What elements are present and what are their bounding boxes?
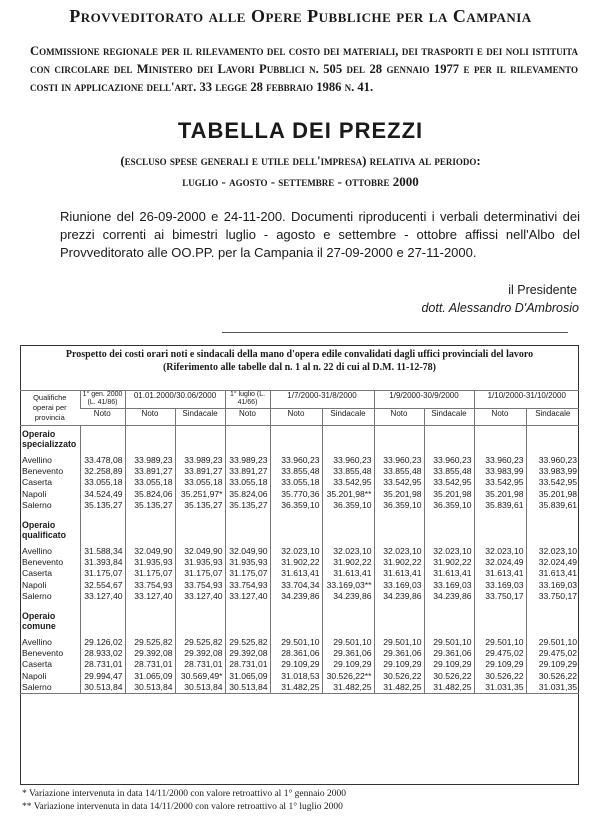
value-cell: 31.902,22 bbox=[270, 557, 322, 568]
value-cell: 33.704,34 bbox=[270, 580, 322, 591]
value-cell: 32.023,10 bbox=[526, 546, 579, 557]
province-cell: Salerno bbox=[22, 499, 52, 510]
province-cell: Napoli bbox=[22, 488, 47, 499]
province-cell: Avellino bbox=[22, 455, 52, 465]
value-cell: 35.201,98 bbox=[424, 489, 474, 500]
value-cell: 33.542,95 bbox=[526, 477, 579, 488]
value-cell: 35.839,61 bbox=[526, 500, 579, 511]
value-cell: 36.359,10 bbox=[374, 500, 424, 511]
value-cell: 33.891,27 bbox=[175, 466, 225, 477]
empty-cell bbox=[225, 608, 270, 631]
value-cell: 31.175,07 bbox=[175, 568, 225, 579]
value-cell: 31.613,41 bbox=[322, 568, 374, 579]
province-cell: Napoli bbox=[22, 579, 47, 590]
empty-cell bbox=[125, 426, 175, 450]
section-header-row bbox=[20, 517, 579, 540]
value-cell: 28.361,06 bbox=[270, 648, 322, 659]
province-cell: Benevento bbox=[22, 648, 64, 659]
value-cell: 33.960,23 bbox=[374, 455, 424, 466]
empty-cell bbox=[270, 426, 322, 450]
empty-cell bbox=[424, 426, 474, 450]
value-cell: 29.109,29 bbox=[270, 659, 322, 670]
value-cell: 30.513,84 bbox=[225, 682, 270, 694]
value-cell: 33.055,18 bbox=[225, 477, 270, 488]
empty-cell bbox=[474, 426, 526, 450]
value-cell: 34.524,49 bbox=[80, 489, 125, 500]
value-cell: 32.023,10 bbox=[270, 546, 322, 557]
value-cell: 34.239,86 bbox=[424, 591, 474, 602]
value-cell: 30.526,22 bbox=[424, 671, 474, 682]
commission-description: Commissione regionale per il rilevamento del costo dei materiali, dei trasporti e dei noli istituita con circolare del Ministero dei Lavori Pubblici n. 505 del 28 gennaio 1977 e per il rilevamento costi in applicazione dell'art. 33 legge 28 febbraio 1986 n. 41. bbox=[30, 44, 578, 94]
value-cell: 28.731,01 bbox=[125, 659, 175, 670]
province-cell: Avellino bbox=[22, 637, 52, 648]
value-cell: 32.023,10 bbox=[374, 546, 424, 557]
value-cell: 31.613,41 bbox=[424, 568, 474, 579]
value-cell: 33.169,03 bbox=[526, 580, 579, 591]
section-label: Operaio specializzato bbox=[22, 429, 77, 449]
value-cell: 35.201,98** bbox=[322, 489, 374, 500]
sub-header-noto: Noto bbox=[374, 409, 424, 426]
value-cell: 29.501,10 bbox=[526, 637, 579, 648]
value-cell: 35.251,97* bbox=[175, 489, 225, 500]
value-cell: 29.475,02 bbox=[474, 648, 526, 659]
value-cell: 31.613,41 bbox=[474, 568, 526, 579]
value-cell: 31.935,93 bbox=[125, 557, 175, 568]
group-header-4: 1/7/2000-31/8/2000 bbox=[270, 391, 374, 409]
empty-cell bbox=[270, 517, 322, 540]
value-cell: 33.989,23 bbox=[175, 455, 225, 466]
empty-cell bbox=[474, 608, 526, 631]
table-row bbox=[20, 671, 579, 682]
value-cell: 31.613,41 bbox=[526, 568, 579, 579]
value-cell: 29.109,29 bbox=[474, 659, 526, 670]
value-cell: 33.127,40 bbox=[225, 591, 270, 602]
value-cell: 32.049,90 bbox=[225, 546, 270, 557]
value-cell: 29.994,47 bbox=[80, 671, 125, 682]
value-cell: 34.239,86 bbox=[374, 591, 424, 602]
value-cell: 29.126,02 bbox=[80, 637, 125, 648]
empty-cell bbox=[374, 426, 424, 450]
value-cell: 33.960,23 bbox=[526, 455, 579, 466]
value-cell: 33.478,08 bbox=[80, 455, 125, 466]
value-cell: 35.135,27 bbox=[225, 500, 270, 511]
value-cell: 31.613,41 bbox=[374, 568, 424, 579]
value-cell: 30.526,22 bbox=[374, 671, 424, 682]
value-cell: 28.731,01 bbox=[225, 659, 270, 670]
value-cell: 33.855,48 bbox=[270, 466, 322, 477]
empty-cell bbox=[526, 517, 579, 540]
value-cell: 31.175,07 bbox=[225, 568, 270, 579]
table-row bbox=[20, 580, 579, 591]
value-cell: 33.169,03 bbox=[374, 580, 424, 591]
value-cell: 33.127,40 bbox=[175, 591, 225, 602]
sub-header-noto: Noto bbox=[80, 409, 125, 426]
empty-cell bbox=[374, 608, 424, 631]
value-cell: 29.525,82 bbox=[125, 637, 175, 648]
value-cell: 33.169,03 bbox=[424, 580, 474, 591]
empty-cell bbox=[424, 517, 474, 540]
labour-cost-table bbox=[20, 390, 579, 694]
value-cell: 31.175,07 bbox=[125, 568, 175, 579]
value-cell: 33.754,93 bbox=[225, 580, 270, 591]
empty-cell bbox=[270, 608, 322, 631]
value-cell: 31.482,25 bbox=[270, 682, 322, 694]
sub-header-sindacale: Sindacale bbox=[175, 409, 225, 426]
sub-header-sindacale: Sindacale bbox=[526, 409, 579, 426]
table-row bbox=[20, 568, 579, 579]
value-cell: 33.750,17 bbox=[526, 591, 579, 602]
table-row bbox=[20, 489, 579, 500]
value-cell: 28.731,01 bbox=[175, 659, 225, 670]
table-row bbox=[20, 591, 579, 602]
province-cell: Salerno bbox=[20, 682, 80, 694]
meeting-paragraph: Riunione del 26-09-2000 e 24-11-200. Documenti riproducenti i verbali determinativi dei prezzi correnti ai bimestri luglio - agosto e settembre - ottobre affissi nell'Albo del Provveditorato alle OO.PP. per la Campania il 27-09-2000 e 27-11-2000. bbox=[60, 209, 580, 260]
value-cell: 33.127,40 bbox=[80, 591, 125, 602]
value-cell: 31.175,07 bbox=[80, 568, 125, 579]
empty-cell bbox=[175, 517, 225, 540]
value-cell: 29.501,10 bbox=[474, 637, 526, 648]
value-cell: 33.891,27 bbox=[225, 466, 270, 477]
sub-header-noto: Noto bbox=[270, 409, 322, 426]
value-cell: 36.359,10 bbox=[322, 500, 374, 511]
sub-header-sindacale: Sindacale bbox=[322, 409, 374, 426]
value-cell: 35.824,06 bbox=[225, 489, 270, 500]
section-label: Operaio comune bbox=[22, 611, 56, 632]
section-label: Operaio qualificato bbox=[22, 520, 66, 541]
value-cell: 31.902,22 bbox=[322, 557, 374, 568]
value-cell: 33.754,93 bbox=[175, 580, 225, 591]
table-row bbox=[20, 659, 579, 670]
table-row bbox=[20, 466, 579, 477]
value-cell: 32.049,90 bbox=[125, 546, 175, 557]
sub-header-noto: Noto bbox=[125, 409, 175, 426]
value-cell: 30.513,84 bbox=[80, 682, 125, 694]
value-cell: 31.031,35 bbox=[474, 682, 526, 694]
value-cell: 29.501,10 bbox=[322, 637, 374, 648]
value-cell: 30.513,84 bbox=[125, 682, 175, 694]
value-cell: 29.109,29 bbox=[526, 659, 579, 670]
table-row bbox=[20, 648, 579, 659]
province-cell: Caserta bbox=[22, 477, 53, 488]
group-header-6: 1/10/2000-31/10/2000 bbox=[474, 391, 579, 409]
province-cell: Benevento bbox=[22, 466, 64, 477]
value-cell: 29.525,82 bbox=[175, 637, 225, 648]
table-row bbox=[20, 546, 579, 557]
value-cell: 31.935,93 bbox=[175, 557, 225, 568]
value-cell: 29.501,10 bbox=[424, 637, 474, 648]
empty-cell bbox=[374, 517, 424, 540]
page-title: Provveditorato alle Opere Pubbliche per la Campania bbox=[69, 6, 532, 26]
value-cell: 31.065,09 bbox=[125, 671, 175, 682]
sub-header-noto: Noto bbox=[225, 409, 270, 426]
value-cell: 33.127,40 bbox=[125, 591, 175, 602]
value-cell: 33.983,99 bbox=[474, 466, 526, 477]
value-cell: 36.359,10 bbox=[424, 500, 474, 511]
province-cell: Avellino bbox=[22, 546, 52, 557]
value-cell: 35.770,36 bbox=[270, 489, 322, 500]
table-caption: Prospetto dei costi orari noti e sindacali della mano d'opera edile convalidati dagli uffici provinciali del lavoro bbox=[65, 349, 534, 360]
value-cell: 29.392,08 bbox=[175, 648, 225, 659]
value-cell: 32.023,10 bbox=[474, 546, 526, 557]
value-cell: 30.513,84 bbox=[175, 682, 225, 694]
value-cell: 29.361,06 bbox=[374, 648, 424, 659]
value-cell: 33.542,95 bbox=[374, 477, 424, 488]
value-cell: 33.542,95 bbox=[424, 477, 474, 488]
footnote-1: * Variazione intervenuta in data 14/11/2000 con valore retroattivo al 1° gennaio 2000 bbox=[22, 789, 347, 799]
exclusion-note: (escluso spese generali e utile dell'impresa) relativa al periodo: bbox=[120, 153, 481, 168]
value-cell: 31.482,25 bbox=[374, 682, 424, 694]
group-header-1: 1° gen. 2000 (L. 41/86) bbox=[80, 391, 125, 409]
value-cell: 36.359,10 bbox=[270, 500, 322, 511]
period-label: luglio - agosto - settembre - ottobre 2000 bbox=[182, 174, 419, 189]
value-cell: 33.960,23 bbox=[474, 455, 526, 466]
value-cell: 31.613,41 bbox=[270, 568, 322, 579]
table-row bbox=[20, 500, 579, 511]
value-cell: 32.258,89 bbox=[80, 466, 125, 477]
value-cell: 35.135,27 bbox=[125, 500, 175, 511]
empty-cell bbox=[175, 426, 225, 450]
value-cell: 33.055,18 bbox=[125, 477, 175, 488]
section-header-row bbox=[20, 608, 579, 631]
empty-cell bbox=[474, 517, 526, 540]
value-cell: 30.526,22 bbox=[474, 671, 526, 682]
value-cell: 33.855,48 bbox=[322, 466, 374, 477]
empty-cell bbox=[80, 608, 125, 631]
value-cell: 31.935,93 bbox=[225, 557, 270, 568]
province-cell: Salerno bbox=[22, 590, 52, 601]
value-cell: 28.731,01 bbox=[80, 659, 125, 670]
province-cell: Caserta bbox=[22, 659, 53, 670]
value-cell: 33.055,18 bbox=[80, 477, 125, 488]
value-cell: 29.392,08 bbox=[125, 648, 175, 659]
province-cell: Caserta bbox=[22, 568, 53, 579]
divider bbox=[222, 332, 568, 333]
table-row bbox=[20, 682, 579, 694]
footnote-2: ** Variazione intervenuta in data 14/11/2000 con valore retroattivo al 1° luglio 2000 bbox=[22, 802, 343, 812]
value-cell: 29.501,10 bbox=[374, 637, 424, 648]
value-cell: 32.024,49 bbox=[474, 557, 526, 568]
value-cell: 33.989,23 bbox=[125, 455, 175, 466]
value-cell: 29.392,08 bbox=[225, 648, 270, 659]
value-cell: 31.482,25 bbox=[424, 682, 474, 694]
value-cell: 35.201,98 bbox=[474, 489, 526, 500]
value-cell: 34.239,86 bbox=[270, 591, 322, 602]
value-cell: 31.065,09 bbox=[225, 671, 270, 682]
value-cell: 31.902,22 bbox=[424, 557, 474, 568]
value-cell: 35.201,98 bbox=[374, 489, 424, 500]
value-cell: 29.109,29 bbox=[322, 659, 374, 670]
empty-cell bbox=[322, 426, 374, 450]
value-cell: 32.023,10 bbox=[424, 546, 474, 557]
value-cell: 29.361,06 bbox=[322, 648, 374, 659]
president-name: dott. Alessandro D'Ambrosio bbox=[421, 301, 579, 315]
value-cell: 33.983,99 bbox=[526, 466, 579, 477]
empty-cell bbox=[175, 608, 225, 631]
empty-cell bbox=[322, 608, 374, 631]
empty-cell bbox=[80, 517, 125, 540]
empty-cell bbox=[424, 608, 474, 631]
value-cell: 33.542,95 bbox=[322, 477, 374, 488]
president-role: il Presidente bbox=[508, 283, 577, 297]
empty-cell bbox=[322, 517, 374, 540]
value-cell: 29.475,02 bbox=[526, 648, 579, 659]
value-cell: 29.361,06 bbox=[424, 648, 474, 659]
value-cell: 30.526,22 bbox=[526, 671, 579, 682]
value-cell: 32.024,49 bbox=[526, 557, 579, 568]
value-cell: 35.839,61 bbox=[474, 500, 526, 511]
sub-header-noto: Noto bbox=[474, 409, 526, 426]
value-cell: 33.055,18 bbox=[270, 477, 322, 488]
province-cell: Benevento bbox=[22, 557, 64, 568]
value-cell: 28.933,02 bbox=[80, 648, 125, 659]
empty-cell bbox=[80, 426, 125, 450]
empty-cell bbox=[526, 608, 579, 631]
group-header-3: 1° luglio (L. 41/66) bbox=[225, 391, 270, 409]
value-cell: 33.960,23 bbox=[270, 455, 322, 466]
value-cell: 31.393,84 bbox=[80, 557, 125, 568]
table-reference: (Riferimento alle tabelle dal n. 1 al n. 22 di cui al D.M. 11-12-78) bbox=[162, 362, 437, 373]
group-header-2: 01.01.2000/30.06/2000 bbox=[125, 391, 225, 409]
value-cell: 33.542,95 bbox=[474, 477, 526, 488]
value-cell: 31.588,34 bbox=[80, 546, 125, 557]
value-cell: 33.055,18 bbox=[175, 477, 225, 488]
value-cell: 35.824,06 bbox=[125, 489, 175, 500]
empty-cell bbox=[225, 517, 270, 540]
empty-cell bbox=[225, 426, 270, 450]
value-cell: 32.023,10 bbox=[322, 546, 374, 557]
value-cell: 29.525,82 bbox=[225, 637, 270, 648]
value-cell: 33.750,17 bbox=[474, 591, 526, 602]
value-cell: 31.018,53 bbox=[270, 671, 322, 682]
value-cell: 33.169,03 bbox=[474, 580, 526, 591]
value-cell: 33.169,03** bbox=[322, 580, 374, 591]
value-cell: 35.201,98 bbox=[526, 489, 579, 500]
section-header-row bbox=[20, 426, 579, 450]
value-cell: 35.135,27 bbox=[80, 500, 125, 511]
value-cell: 35.135,27 bbox=[175, 500, 225, 511]
group-header-5: 1/9/2000-30/9/2000 bbox=[374, 391, 474, 409]
value-cell: 29.109,29 bbox=[424, 659, 474, 670]
value-cell: 30.526,22** bbox=[322, 671, 374, 682]
price-table-title: TABELLA DEI PREZZI bbox=[177, 118, 424, 143]
table-row bbox=[20, 455, 579, 466]
empty-cell bbox=[125, 517, 175, 540]
value-cell: 32.554,67 bbox=[80, 580, 125, 591]
corner-header: Qualifiche operai per provincia bbox=[20, 391, 80, 426]
value-cell: 31.482,25 bbox=[322, 682, 374, 694]
sub-header-sindacale: Sindacale bbox=[424, 409, 474, 426]
province-cell: Napoli bbox=[22, 670, 47, 681]
table-row bbox=[20, 637, 579, 648]
table-row bbox=[20, 477, 579, 488]
table-row bbox=[20, 557, 579, 568]
value-cell: 33.855,48 bbox=[424, 466, 474, 477]
value-cell: 33.960,23 bbox=[322, 455, 374, 466]
value-cell: 32.049,90 bbox=[175, 546, 225, 557]
value-cell: 33.989,23 bbox=[225, 455, 270, 466]
value-cell: 33.960,23 bbox=[424, 455, 474, 466]
empty-cell bbox=[125, 608, 175, 631]
value-cell: 29.109,29 bbox=[374, 659, 424, 670]
value-cell: 34.239,86 bbox=[322, 591, 374, 602]
value-cell: 33.754,93 bbox=[125, 580, 175, 591]
value-cell: 33.855,48 bbox=[374, 466, 424, 477]
value-cell: 29.501,10 bbox=[270, 637, 322, 648]
value-cell: 31.902,22 bbox=[374, 557, 424, 568]
empty-cell bbox=[526, 426, 579, 450]
value-cell: 30.569,49* bbox=[175, 671, 225, 682]
value-cell: 31.031,35 bbox=[526, 682, 579, 694]
value-cell: 33.891,27 bbox=[125, 466, 175, 477]
